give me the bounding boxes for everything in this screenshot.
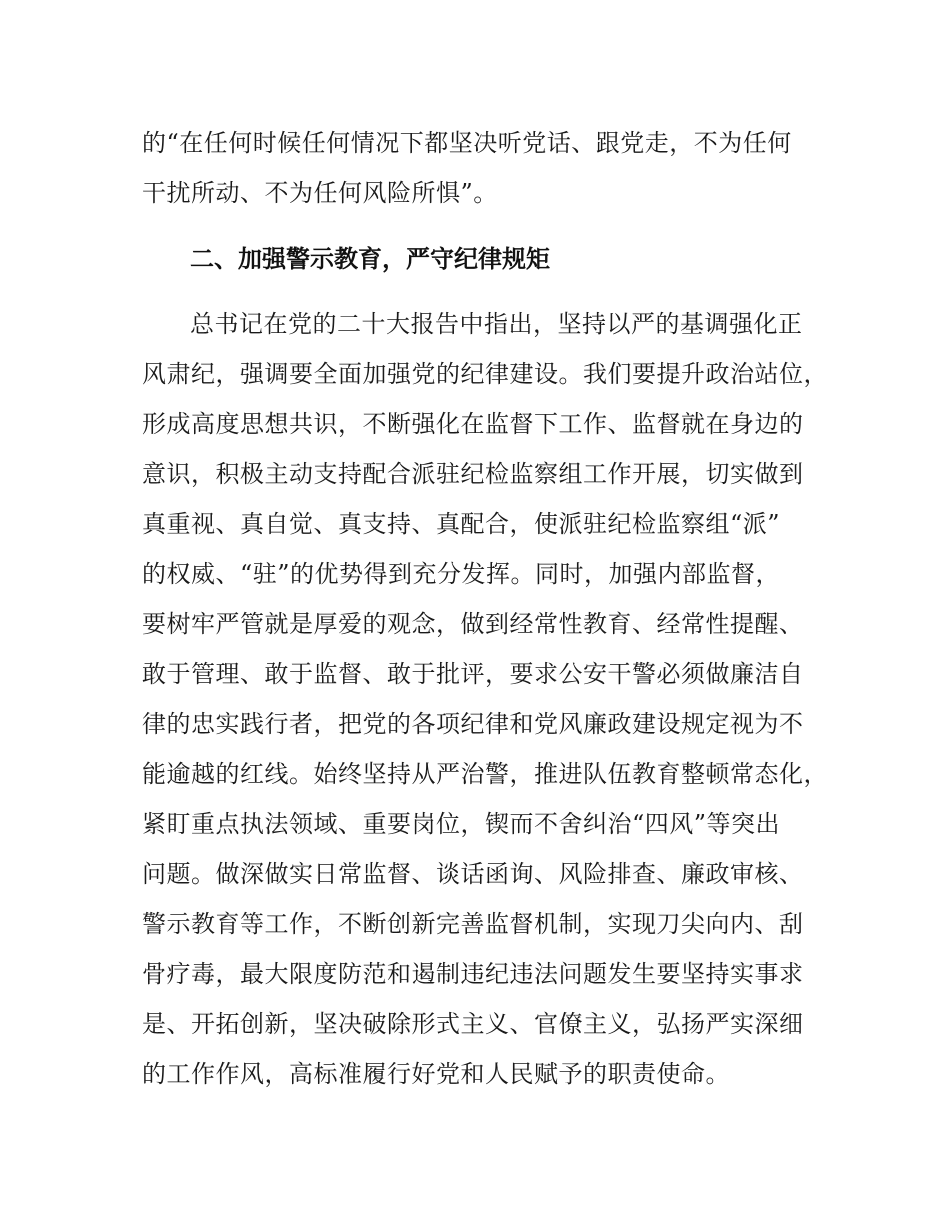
text-line: 的权威、“驻”的优势得到充分发挥。同时，加强内部监督， [142, 560, 781, 588]
text-line: 能逾越的红线。始终坚持从严治警，推进队伍教育整顿常态化， [142, 760, 828, 788]
text-line: 骨疗毒，最大限度防范和遏制违纪违法问题发生要坚持实事求 [142, 960, 804, 988]
text-line: 风肃纪，强调要全面加强党的纪律建设。我们要提升政治站位， [142, 360, 828, 388]
text-line: 意识，积极主动支持配合派驻纪检监察组工作开展，切实做到 [142, 460, 804, 488]
text-line: 敢于管理、敢于监督、敢于批评，要求公安干警必须做廉洁自 [142, 660, 804, 688]
section-heading: 二、加强警示教育，严守纪律规矩 [190, 245, 550, 273]
text-line: 律的忠实践行者，把党的各项纪律和党风廉政建设规定视为不 [142, 710, 804, 738]
text-line: 总书记在党的二十大报告中指出，坚持以严的基调强化正 [190, 310, 803, 338]
text-line: 干扰所动、不为任何风险所惧”。 [142, 179, 498, 207]
text-line: 是、开拓创新，坚决破除形式主义、官僚主义，弘扬严实深细 [142, 1010, 804, 1038]
text-line: 的“在任何时候任何情况下都坚决听党话、跟党走，不为任何 [142, 129, 792, 157]
text-line: 真重视、真自觉、真支持、真配合，使派驻纪检监察组“派” [142, 510, 781, 538]
text-line: 紧盯重点执法领域、重要岗位，锲而不舍纠治“四风”等突出 [142, 810, 781, 838]
text-line: 的工作作风，高标准履行好党和人民赋予的职责使命。 [142, 1060, 730, 1088]
text-line: 要树牢严管就是厚爱的观念，做到经常性教育、经常性提醒、 [142, 610, 804, 638]
text-line: 警示教育等工作，不断创新完善监督机制，实现刀尖向内、刮 [142, 910, 804, 938]
text-line: 形成高度思想共识，不断强化在监督下工作、监督就在身边的 [142, 410, 804, 438]
text-line: 问题。做深做实日常监督、谈话函询、风险排查、廉政审核、 [142, 860, 804, 888]
